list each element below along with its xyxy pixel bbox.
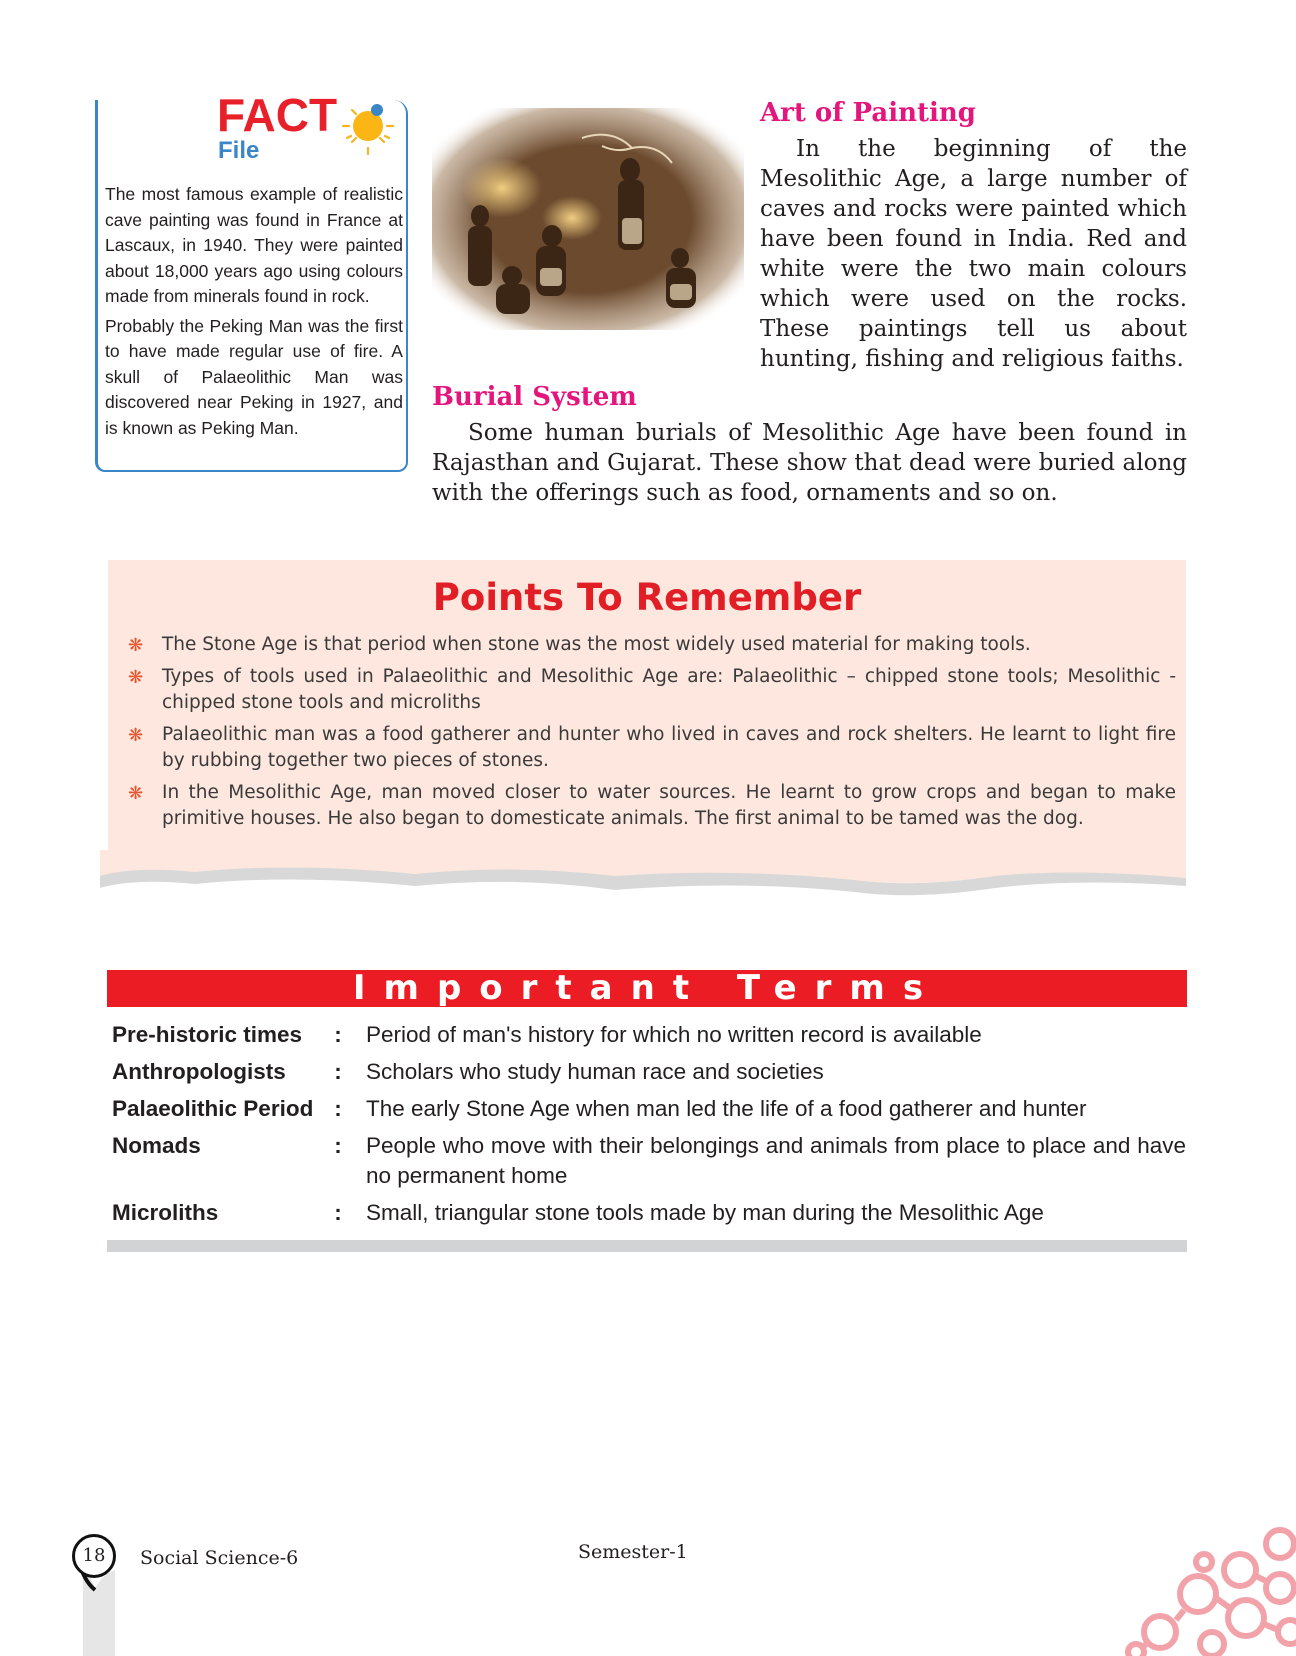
term-definition: People who move with their belongings and animals from place to place and have no permanent home (366, 1133, 1186, 1188)
page-number: 18 (72, 1534, 116, 1578)
table-row (112, 1057, 1186, 1087)
term-colon: : (334, 1059, 342, 1084)
term-name: Microliths (112, 1200, 219, 1225)
term-name: Nomads (112, 1133, 201, 1158)
sun-icon (337, 96, 399, 158)
fact-subtitle: File (218, 137, 260, 164)
table-row (112, 1094, 1186, 1124)
point-text: In the Mesolithic Age, man moved closer to water sources. He learnt to grow crops and began to make primitive houses. He also began to domesticate animals. The first animal to be tamed was the dog. (162, 781, 1176, 829)
term-colon: : (334, 1096, 342, 1121)
term-colon: : (334, 1200, 342, 1225)
list-item (128, 632, 1176, 659)
term-definition: The early Stone Age when man led the life of a food gatherer and hunter (366, 1096, 1087, 1121)
term-colon: : (334, 1133, 342, 1158)
term-name: Anthropologists (112, 1059, 286, 1084)
term-definition: Small, triangular stone tools made by man during the Mesolithic Age (366, 1200, 1044, 1225)
asterisk-flower-icon: ❋ (128, 635, 144, 656)
table-row (112, 1020, 1186, 1050)
fact-file-header (217, 89, 338, 164)
term-colon: : (334, 1022, 342, 1047)
fact-paragraph-1: The most famous example of realistic cave painting was found in France at Lascaux, in 1940. They were painted about 18,000 years ago using colours made from minerals found in rock. (105, 184, 403, 306)
fact-title: FACT (217, 89, 338, 141)
asterisk-flower-icon: ❋ (128, 782, 144, 804)
table-row (112, 1131, 1186, 1191)
book-title: Social Science-6 (140, 1547, 299, 1569)
fact-paragraph-2: Probably the Peking Man was the first to have made regular use of fire. A skull of Palaeolithic Man was discovered near Peking in 1927, and is known as Peking Man. (105, 315, 403, 438)
art-of-painting-text: In the beginning of the Mesolithic Age, a large number of caves and rocks were painted which have been found in India. Red and white were the two main colours which were used on the rocks. These paintings tell us about hunting, fishing and religious faiths. (760, 136, 1187, 372)
term-definition: Period of man's history for which no written record is available (366, 1022, 982, 1047)
list-item (128, 780, 1176, 833)
asterisk-flower-icon: ❋ (128, 724, 144, 746)
burial-system-text: Some human burials of Mesolithic Age have been found in Rajasthan and Gujarat. These show that dead were buried along with the offerings such as food, ornaments and so on. (432, 420, 1187, 506)
terms-table (112, 1020, 1186, 1235)
term-name: Pre-historic times (112, 1022, 303, 1047)
burial-system-heading: Burial System (432, 382, 637, 412)
table-row (112, 1198, 1186, 1228)
torn-paper-edge (95, 836, 1195, 906)
fact-file-text (105, 182, 403, 445)
points-to-remember-title: Points To Remember (432, 576, 862, 619)
asterisk-flower-icon: ❋ (128, 666, 144, 688)
semester-label: Semester-1 (578, 1541, 688, 1563)
point-text: Palaeolithic man was a food gatherer and hunter who lived in caves and rock shelters. He learnt to light fire by rubbing together two pieces of stones. (162, 723, 1176, 771)
terms-bottom-bar (107, 1240, 1187, 1252)
term-name: Palaeolithic Period (112, 1096, 314, 1121)
point-text: The Stone Age is that period when stone was the most widely used material for making tools. (162, 634, 1031, 655)
list-item (128, 722, 1176, 775)
cave-painting-image (432, 108, 744, 330)
circles-decoration (1120, 1520, 1296, 1656)
list-item (128, 664, 1176, 717)
points-list (128, 632, 1176, 838)
important-terms-title: Important Terms (352, 968, 942, 1008)
term-definition: Scholars who study human race and societies (366, 1059, 824, 1084)
art-of-painting-heading: Art of Painting (760, 98, 976, 128)
point-text: Types of tools used in Palaeolithic and Mesolithic Age are: Palaeolithic – chipped stone tools; Mesolithic - chipped stone tools and microliths (162, 665, 1176, 713)
